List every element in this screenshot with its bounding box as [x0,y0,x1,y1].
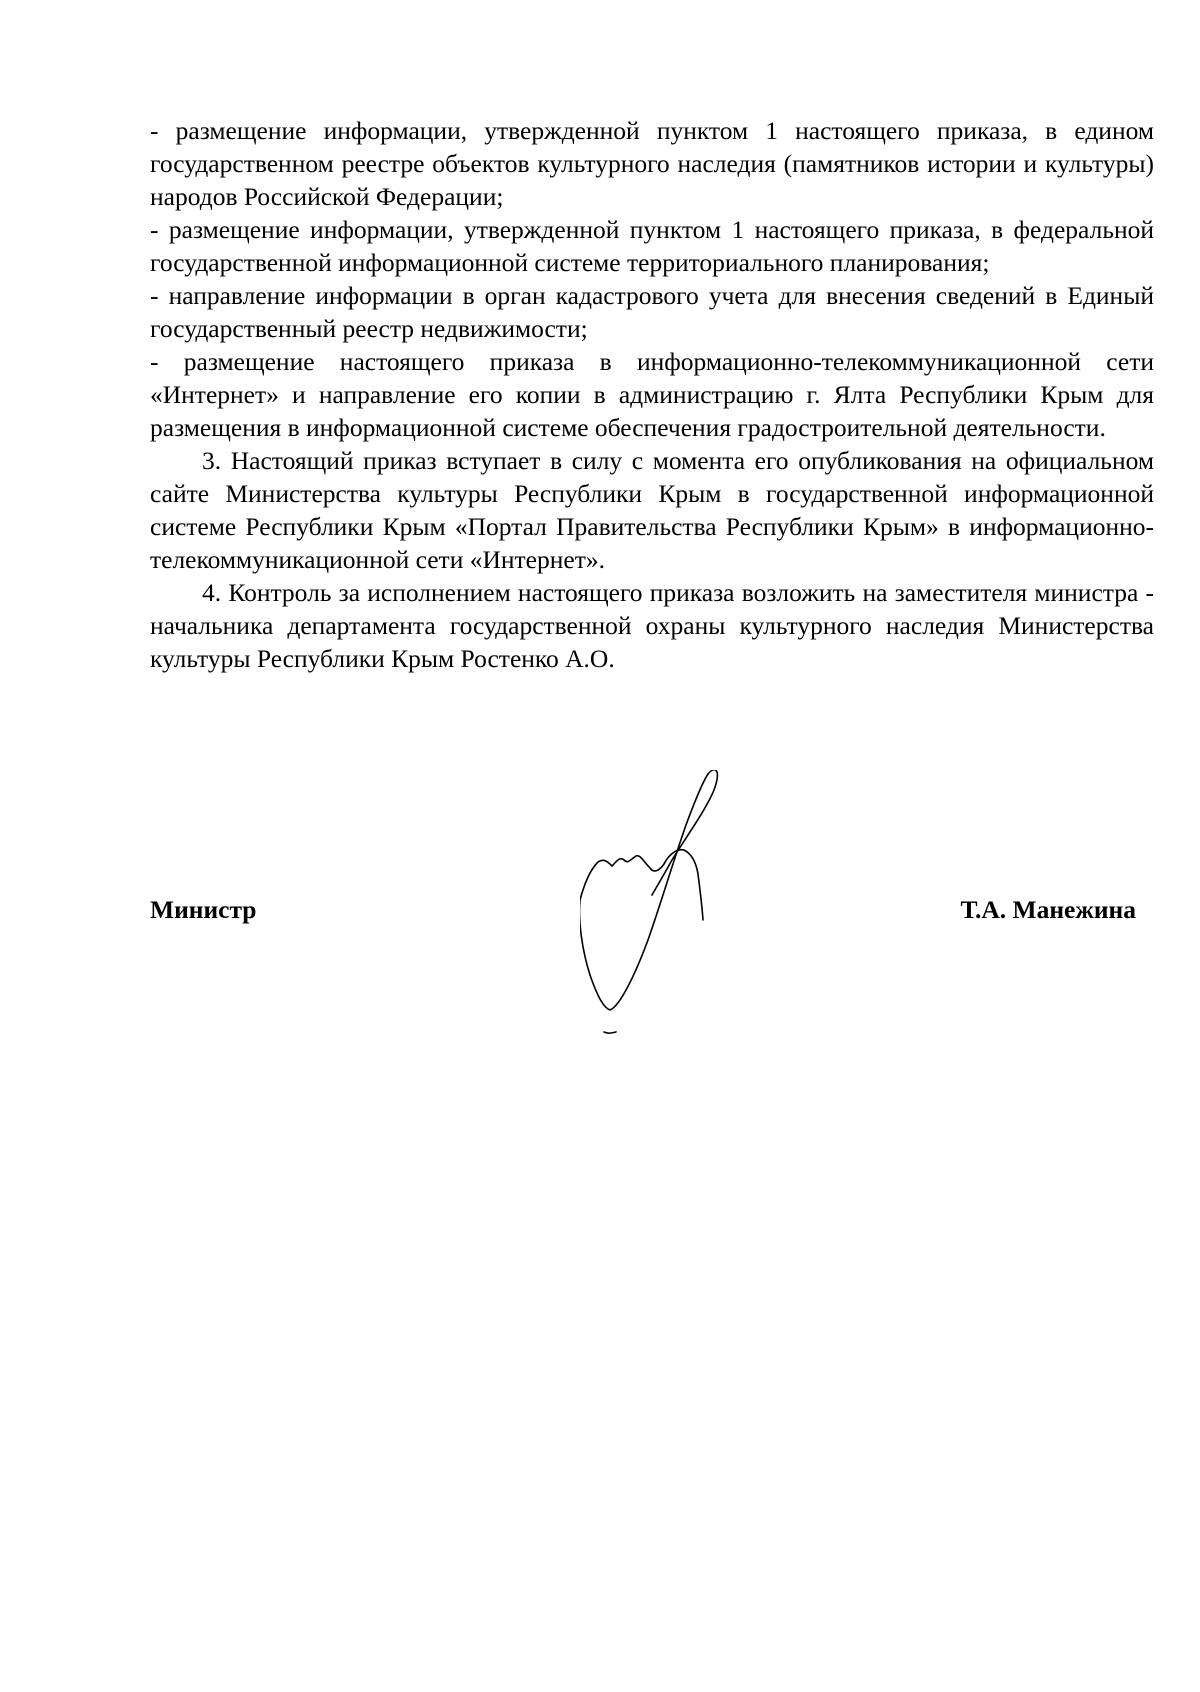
handwritten-signature [580,770,770,1050]
document-body [150,114,1154,675]
paragraph-internet-placement: - размещение настоящего приказа в информационно-телекоммуникационной сети «Интернет» и направление его копии в администрацию г. Ялта Республики Крым для размещения в информационной системе обеспечения градостроительной деятельности. [150,347,1154,442]
paragraph-cadastral-notice: - направление информации в орган кадастрового учета для внесения сведений в Единый государственный реестр недвижимости; [150,281,1154,343]
paragraph-fgis-tp-placement: - размещение информации, утвержденной пунктом 1 настоящего приказа, в федеральной государственной информационной системе территориального планирования; [150,215,1154,277]
paragraph-item-3: 3. Настоящий приказ вступает в силу с момента его опубликования на официальном сайте Министерства культуры Республики Крым в государственной информационной системе Республики Крым «Портал Правительства Республики Крым» в информационно-телекоммуникационной сети «Интернет». [150,446,1154,574]
signatory-name: Т.А. Манежина [960,895,1136,924]
paragraph-item-4: 4. Контроль за исполнением настоящего приказа возложить на заместителя министра - начальника департамента государственной охраны культурного наследия Министерства культуры Республики Крым Ростенко А.О. [150,578,1154,673]
paragraph-egrokn-placement: - размещение информации, утвержденной пунктом 1 настоящего приказа, в едином государственном реестре объектов культурного наследия (памятников истории и культуры) народов Российской Федерации; [150,116,1154,211]
signatory-title: Министр [150,895,257,924]
